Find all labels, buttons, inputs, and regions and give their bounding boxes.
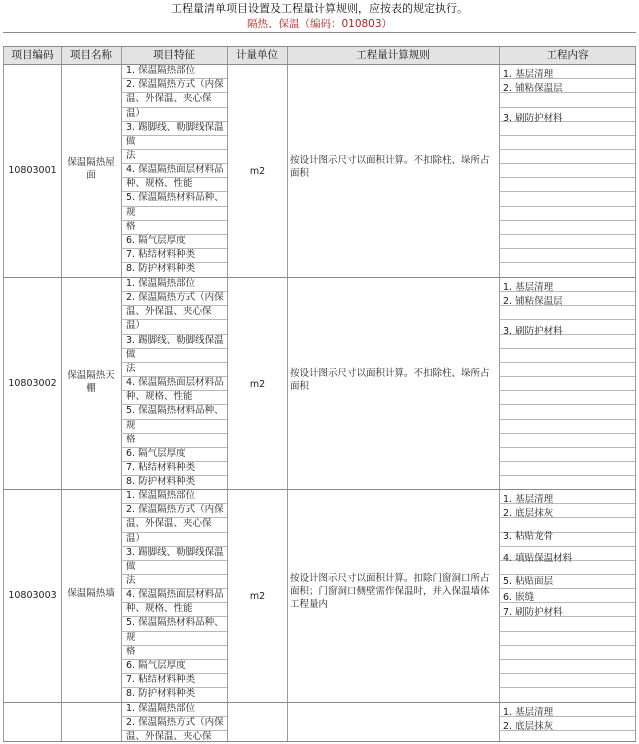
header-features: 项目特征 bbox=[153, 49, 195, 61]
item-code: 10803003 bbox=[8, 589, 57, 601]
work-row-line bbox=[499, 475, 635, 476]
work-row-line bbox=[499, 177, 635, 178]
item-name-line: 保温隔热屋 bbox=[67, 156, 115, 168]
work-row-line bbox=[499, 673, 635, 674]
work-row-line bbox=[499, 602, 635, 603]
column-divider bbox=[3, 46, 4, 741]
work-item: 3. 刷防护材料 bbox=[503, 112, 563, 123]
work-row-line bbox=[499, 447, 635, 448]
feature-text: 格 bbox=[126, 433, 136, 445]
feature-text: 1. 保温隔热部位 bbox=[126, 703, 196, 714]
row-divider bbox=[3, 32, 636, 33]
feature-text: 法 bbox=[126, 149, 136, 161]
feature-text: 种、规格、性能 bbox=[126, 178, 193, 190]
header-unit: 计量单位 bbox=[236, 49, 278, 61]
feature-text: 种、规格、性能 bbox=[126, 391, 193, 403]
work-item: 2. 底层抹灰 bbox=[503, 721, 554, 732]
feature-text: 温、外保温、夹心保 bbox=[126, 518, 212, 530]
row-divider bbox=[3, 64, 636, 65]
item-name-line: 保温隔热天 bbox=[67, 369, 115, 381]
work-row-line bbox=[499, 234, 635, 235]
item-unit: m2 bbox=[249, 165, 266, 177]
work-row-line bbox=[499, 404, 635, 405]
item-unit: m2 bbox=[249, 378, 266, 390]
work-row-line bbox=[499, 107, 635, 108]
feature-text: 7. 粘结材料种类 bbox=[126, 249, 196, 260]
item-rule-line: 工程量内 bbox=[290, 599, 329, 610]
header-name: 项目名称 bbox=[70, 49, 112, 61]
block-divider bbox=[3, 741, 636, 742]
work-item: 1. 基层清理 bbox=[503, 707, 554, 717]
feature-text: 规 bbox=[126, 419, 136, 431]
block-divider bbox=[3, 277, 636, 278]
item-name bbox=[62, 587, 120, 600]
feature-text: 2. 保温隔热方式（内保 bbox=[126, 292, 224, 304]
feature-text: 做 bbox=[126, 348, 136, 360]
work-row-line bbox=[499, 376, 635, 377]
feature-text: 6. 隔气层厚度 bbox=[126, 659, 186, 671]
item-name bbox=[62, 369, 120, 395]
item-name-line: 棚 bbox=[86, 382, 96, 394]
feature-text: 1. 保温隔热部位 bbox=[126, 65, 196, 76]
work-item: 1. 基层清理 bbox=[503, 282, 554, 292]
feature-text: 规 bbox=[126, 206, 136, 218]
item-name-line: 面 bbox=[86, 169, 96, 181]
work-item: 2. 铺粘保温层 bbox=[503, 296, 563, 307]
work-item: 1. 基层清理 bbox=[503, 69, 554, 79]
feature-text: 4. 保温隔热面层材料品 bbox=[126, 164, 224, 176]
work-row-line bbox=[499, 546, 635, 547]
feature-text: 温） bbox=[126, 107, 146, 119]
item-rule-line: 按设计图示尺寸以面积计算。不扣除柱、垛所占 bbox=[290, 154, 490, 166]
work-item: 5. 粘贴面层 bbox=[503, 576, 554, 587]
work-row-line bbox=[499, 220, 635, 221]
feature-text: 4. 保温隔热面层材料品 bbox=[126, 377, 224, 389]
work-row-line bbox=[499, 262, 635, 263]
work-row-line bbox=[499, 645, 635, 646]
header-work: 工程内容 bbox=[546, 49, 589, 61]
feature-text: 1. 保温隔热部位 bbox=[126, 278, 196, 289]
feature-text: 6. 隔气层厚度 bbox=[126, 234, 186, 246]
work-row-line bbox=[499, 362, 635, 363]
feature-text: 6. 隔气层厚度 bbox=[126, 447, 186, 459]
work-item: 4. 填贴保温材料 bbox=[503, 553, 573, 564]
header-rule: 工程量计算规则 bbox=[356, 49, 430, 61]
feature-text: 1. 保温隔热部位 bbox=[126, 490, 196, 501]
column-divider bbox=[635, 46, 636, 741]
column-divider bbox=[121, 46, 122, 741]
feature-text: 种、规格、性能 bbox=[126, 603, 193, 615]
item-rule-line: 面积；门窗洞口侧壁需作保温时，并入保温墙体 bbox=[290, 586, 490, 597]
work-row-line bbox=[499, 631, 635, 632]
item-rule-line: 按设计图示尺寸以面积计算。不扣除柱、垛所占 bbox=[290, 367, 490, 379]
work-row-line bbox=[499, 319, 635, 320]
work-row-line bbox=[499, 348, 635, 349]
feature-text: 法 bbox=[126, 574, 136, 586]
feature-text: 3. 踢脚线、勒脚线保温 bbox=[126, 121, 224, 133]
work-item: 3. 粘贴龙骨 bbox=[503, 530, 554, 541]
feature-text: 温、外保温、夹心保 bbox=[126, 731, 212, 743]
work-row-line bbox=[499, 433, 635, 434]
work-row-line bbox=[499, 248, 635, 249]
item-rule bbox=[290, 367, 498, 393]
work-row-line bbox=[499, 461, 635, 462]
feature-text: 规 bbox=[126, 631, 136, 643]
work-item: 6. 嵌缝 bbox=[503, 591, 535, 602]
work-item: 2. 底层抹灰 bbox=[503, 508, 554, 519]
feature-text: 温、外保温、夹心保 bbox=[126, 93, 212, 105]
item-rule bbox=[290, 572, 498, 611]
row-divider bbox=[3, 46, 636, 47]
work-row-line bbox=[499, 687, 635, 688]
feature-text: 格 bbox=[126, 645, 136, 657]
title-line: 工程量清单项目设置及工程量计算规则，应按表的规定执行。 bbox=[171, 2, 468, 15]
feature-text: 温、外保温、夹心保 bbox=[126, 306, 212, 318]
item-rule-line: 面积 bbox=[290, 167, 310, 179]
feature-text: 做 bbox=[126, 135, 136, 147]
item-name bbox=[62, 156, 120, 182]
feature-text: 5. 保温隔热材料品种、 bbox=[126, 405, 224, 417]
work-item: 3. 刷防护材料 bbox=[503, 325, 563, 336]
work-row-line bbox=[499, 390, 635, 391]
subtitle-line: 隔热、保温（编码：010803） bbox=[246, 18, 393, 30]
work-row-line bbox=[499, 659, 635, 660]
work-row-line bbox=[499, 419, 635, 420]
feature-text: 3. 踢脚线、勒脚线保温 bbox=[126, 334, 224, 346]
item-code: 10803002 bbox=[8, 377, 57, 389]
feature-text: 4. 保温隔热面层材料品 bbox=[126, 589, 224, 600]
item-rule bbox=[290, 154, 498, 180]
work-row-line bbox=[499, 191, 635, 192]
feature-text: 8. 防护材料种类 bbox=[126, 263, 196, 275]
column-divider bbox=[499, 46, 500, 741]
block-divider bbox=[3, 489, 636, 490]
header-code: 项目编码 bbox=[11, 49, 54, 61]
feature-text: 温） bbox=[126, 532, 146, 544]
work-row-line bbox=[499, 163, 635, 164]
item-name-line: 保温隔热墙 bbox=[67, 588, 115, 599]
feature-text: 温） bbox=[126, 320, 146, 332]
work-row-line bbox=[499, 135, 635, 136]
feature-text: 8. 防护材料种类 bbox=[126, 688, 196, 700]
column-divider bbox=[287, 46, 288, 741]
work-item: 7. 刷防护材料 bbox=[503, 607, 563, 618]
block-divider bbox=[3, 702, 636, 703]
feature-text: 7. 粘结材料种类 bbox=[126, 462, 196, 473]
item-code: 10803001 bbox=[8, 164, 57, 176]
work-item: 2. 铺粘保温层 bbox=[503, 83, 563, 94]
feature-text: 3. 踢脚线、勒脚线保温 bbox=[126, 546, 224, 558]
feature-text: 7. 粘结材料种类 bbox=[126, 674, 196, 685]
feature-text: 格 bbox=[126, 220, 136, 232]
feature-text: 8. 防护材料种类 bbox=[126, 476, 196, 488]
item-rule-line: 按设计图示尺寸以面积计算。扣除门窗洞口所占 bbox=[290, 573, 490, 584]
work-row-line bbox=[499, 149, 635, 150]
feature-text: 2. 保温隔热方式（内保 bbox=[126, 717, 224, 729]
item-rule-line: 面积 bbox=[290, 380, 310, 392]
item-unit: m2 bbox=[249, 590, 266, 602]
work-row-line bbox=[499, 206, 635, 207]
feature-text: 2. 保温隔热方式（内保 bbox=[126, 504, 224, 516]
feature-text: 法 bbox=[126, 362, 136, 374]
work-item: 1. 基层清理 bbox=[503, 494, 554, 504]
feature-text: 5. 保温隔热材料品种、 bbox=[126, 617, 224, 629]
feature-text: 做 bbox=[126, 560, 136, 572]
feature-text: 5. 保温隔热材料品种、 bbox=[126, 192, 224, 204]
feature-text: 2. 保温隔热方式（内保 bbox=[126, 79, 224, 91]
